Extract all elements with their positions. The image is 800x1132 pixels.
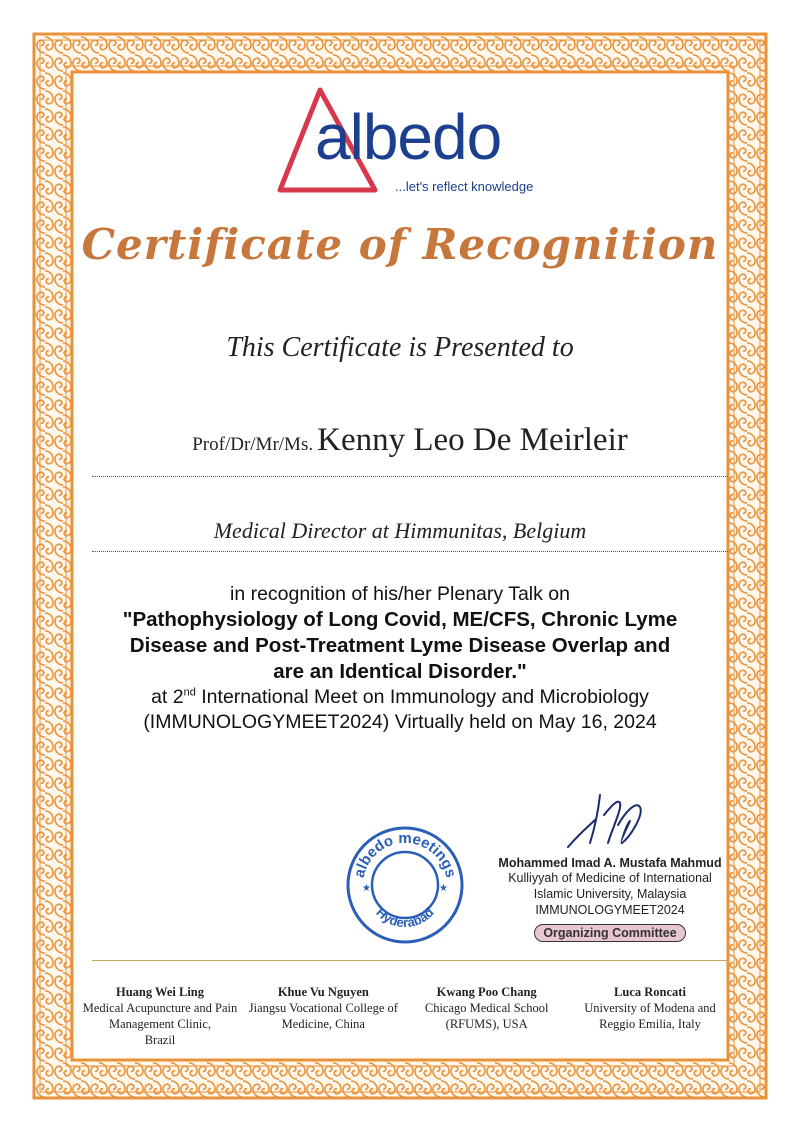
member-name: Huang Wei Ling [116,985,204,999]
honorific: Prof/Dr/Mr/Ms. [192,434,314,455]
recipient-affiliation: Medical Director at Himmunitas, Belgium [213,518,587,543]
certificate-content [70,70,730,1060]
svg-text:albedo meetings [351,830,460,879]
albedo-logo [275,85,535,195]
seal-bottom-text: Hyderabad [373,904,437,931]
organizer-event: IMMUNOLOGYMEET2024 [535,903,685,917]
organizer-affiliation: Kulliyyah of Medicine of International [508,871,712,885]
albedo-meetings-seal [345,825,465,945]
event-line-2: (IMMUNOLOGYMEET2024) Virtually held on May 16, 2024 [143,711,657,733]
member-affiliation: Jiangsu Vocational College of [248,1001,398,1015]
committee-member [407,984,567,1048]
recipient-line [90,422,730,459]
logo-brand-text: albedo [315,101,502,173]
svg-text:Hyderabad [373,905,436,931]
organizer-block [465,856,755,942]
talk-title-line: "Pathophysiology of Long Covid, ME/CFS, Chronic Lyme [122,608,678,631]
member-name: Kwang Poo Chang [436,985,537,999]
member-affiliation: University of Modena and [584,1001,716,1015]
signature [560,785,660,855]
member-name: Luca Roncati [614,985,686,999]
recipient-name: Kenny Leo De Meirleir [317,422,628,458]
member-affiliation: Management Clinic, [108,1017,212,1031]
member-name: Khue Vu Nguyen [277,985,369,999]
member-affiliation: Reggio Emilia, Italy [599,1017,701,1031]
talk-title-line: are an Identical Disorder." [273,660,527,683]
event-prefix: at 2 [151,686,184,708]
organizing-committee-badge: Organizing Committee [534,924,685,942]
divider-line [92,960,728,961]
committee-list [80,984,730,1048]
recognition-text: in recognition of his/her Plenary Talk on [229,583,570,605]
event-ordinal: nd [183,686,196,699]
member-affiliation: Medicine, China [281,1017,365,1031]
presented-to-text: This Certificate is Presented to [226,332,574,363]
member-affiliation: Brazil [144,1033,176,1047]
member-affiliation: (RFUMS), USA [445,1017,528,1031]
committee-member [80,984,240,1048]
member-affiliation: Chicago Medical School [424,1001,549,1015]
svg-text:★: ★ [362,883,371,894]
member-affiliation: Medical Acupuncture and Pain [82,1001,238,1015]
svg-text:★: ★ [439,883,448,894]
committee-member [243,984,403,1048]
dotted-divider [92,476,728,477]
organizer-affiliation: Islamic University, Malaysia [533,887,687,901]
dotted-divider [92,551,728,552]
seal-top-text: albedo meetings [350,830,460,880]
recognition-block [70,582,730,735]
certificate-title: Certificate of Recognition [81,220,719,269]
event-line [70,685,730,710]
logo-tagline: ...let's reflect knowledge [395,179,534,194]
talk-title-line: Disease and Post-Treatment Lyme Disease Overlap and [129,634,671,657]
committee-member [570,984,730,1048]
organizer-name: Mohammed Imad A. Mustafa Mahmud [498,856,722,870]
event-suffix: International Meet on Immunology and Microbiology [195,686,649,708]
